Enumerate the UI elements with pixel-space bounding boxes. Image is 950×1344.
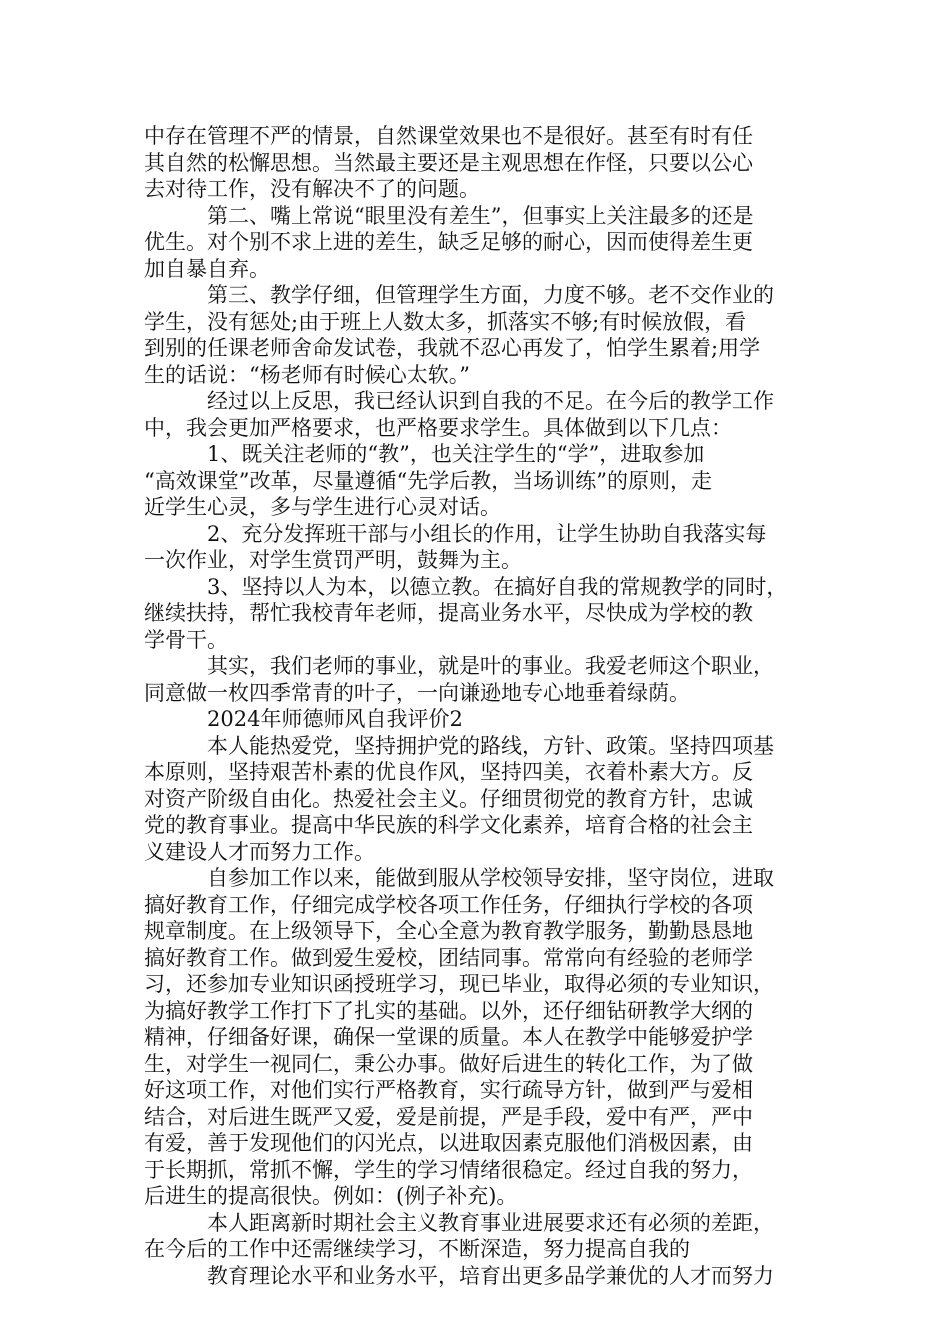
text-line: 其自然的松懈思想。当然最主要还是主观思想在作怪，只要以公心: [144, 151, 753, 175]
text-line: 有爱，善于发现他们的闪光点，以进取因素克服他们消极因素，由: [144, 1131, 753, 1155]
text-line: 对资产阶级自由化。热爱社会主义。仔细贯彻党的教育方针，忠诚: [144, 787, 753, 811]
text-line: 教育理论水平和业务水平，培育出更多品学兼优的人才而努力: [144, 1264, 774, 1288]
text-line: 习，还参加专业知识函授班学习，现已毕业，取得必须的专业知识，: [144, 972, 774, 996]
text-line: 学生，没有惩处;由于班上人数太多，抓落实不够;有时候放假，看: [144, 310, 747, 334]
text-line: 中存在管理不严的情景，自然课堂效果也不是很好。甚至有时有任: [144, 124, 753, 148]
text-line: 加自暴自弃。: [144, 257, 270, 281]
section-heading: 2024年师德师风自我评价2: [144, 707, 463, 731]
text-line: 后进生的提高很快。例如：(例子补充)。: [144, 1184, 518, 1208]
text-line: 于长期抓，常抓不懈，学生的学习情绪很稳定。经过自我的努力，: [144, 1158, 753, 1182]
text-line: 为搞好教学工作打下了扎实的基础。以外，还仔细钻研教学大纲的: [144, 999, 753, 1023]
text-line: 好这项工作，对他们实行严格教育，实行疏导方针，做到严与爱相: [144, 1078, 753, 1102]
text-line: 第三、教学仔细，但管理学生方面，力度不够。老不交作业的: [144, 283, 774, 307]
text-line: 学骨干。: [144, 628, 228, 652]
text-line: 义建设人才而努力工作。: [144, 840, 375, 864]
text-line: 去对待工作，没有解决不了的问题。: [144, 177, 480, 201]
text-line: 中，我会更加严格要求，也严格要求学生。具体做到以下几点：: [144, 416, 732, 440]
text-line: “高效课堂”改革，尽量遵循“先学后教，当场训练”的原则，走: [144, 469, 712, 493]
text-line: 3、坚持以人为本，以德立教。在搞好自我的常规教学的同时，: [144, 575, 788, 599]
text-line: 本原则，坚持艰苦朴素的优良作风，坚持四美，衣着朴素大方。反: [144, 760, 753, 784]
text-line: 1、既关注老师的“教”，也关注学生的“学”，进取参加: [144, 442, 705, 466]
text-line: 第二、嘴上常说“眼里没有差生”，但事实上关注最多的还是: [144, 204, 754, 228]
text-line: 到别的任课老师舍命发试卷，我就不忍心再发了，怕学生累着;用学: [144, 336, 761, 360]
text-line: 自参加工作以来，能做到服从学校领导安排，坚守岗位，进取: [144, 866, 774, 890]
text-line: 继续扶持，帮忙我校青年老师，提高业务水平，尽快成为学校的教: [144, 601, 753, 625]
text-line: 生，对学生一视同仁，秉公办事。做好后进生的转化工作，为了做: [144, 1052, 753, 1076]
text-line: 2、充分发挥班干部与小组长的作用，让学生协助自我落实每: [144, 522, 767, 546]
text-line: 党的教育事业。提高中华民族的科学文化素养，培育合格的社会主: [144, 813, 753, 837]
text-line: 搞好教育工作，仔细完成学校各项工作任务，仔细执行学校的各项: [144, 893, 753, 917]
text-line: 本人距离新时期社会主义教育事业进展要求还有必须的差距，: [144, 1211, 774, 1235]
text-line: 近学生心灵，多与学生进行心灵对话。: [144, 495, 501, 519]
text-line: 经过以上反思，我已经认识到自我的不足。在今后的教学工作: [144, 389, 774, 413]
text-line: 一次作业，对学生赏罚严明，鼓舞为主。: [144, 548, 522, 572]
text-line: 本人能热爱党，坚持拥护党的路线，方针、政策。坚持四项基: [144, 734, 774, 758]
text-line: 规章制度。在上级领导下，全心全意为教育教学服务，勤勤恳恳地: [144, 919, 753, 943]
text-line: 其实，我们老师的事业，就是叶的事业。我爱老师这个职业，: [144, 654, 774, 678]
text-line: 搞好教育工作。做到爱生爱校，团结同事。常常向有经验的老师学: [144, 946, 753, 970]
text-line: 同意做一枚四季常青的叶子，一向谦逊地专心地垂着绿荫。: [144, 681, 690, 705]
text-line: 结合，对后进生既严又爱，爱是前提，严是手段，爱中有严，严中: [144, 1105, 753, 1129]
text-line: 优生。对个别不求上进的差生，缺乏足够的耐心，因而使得差生更: [144, 230, 753, 254]
text-line: 精神，仔细备好课，确保一堂课的质量。本人在教学中能够爱护学: [144, 1025, 753, 1049]
text-line: 生的话说：“杨老师有时候心太软。”: [144, 363, 470, 387]
text-line: 在今后的工作中还需继续学习，不断深造，努力提高自我的: [144, 1237, 690, 1261]
